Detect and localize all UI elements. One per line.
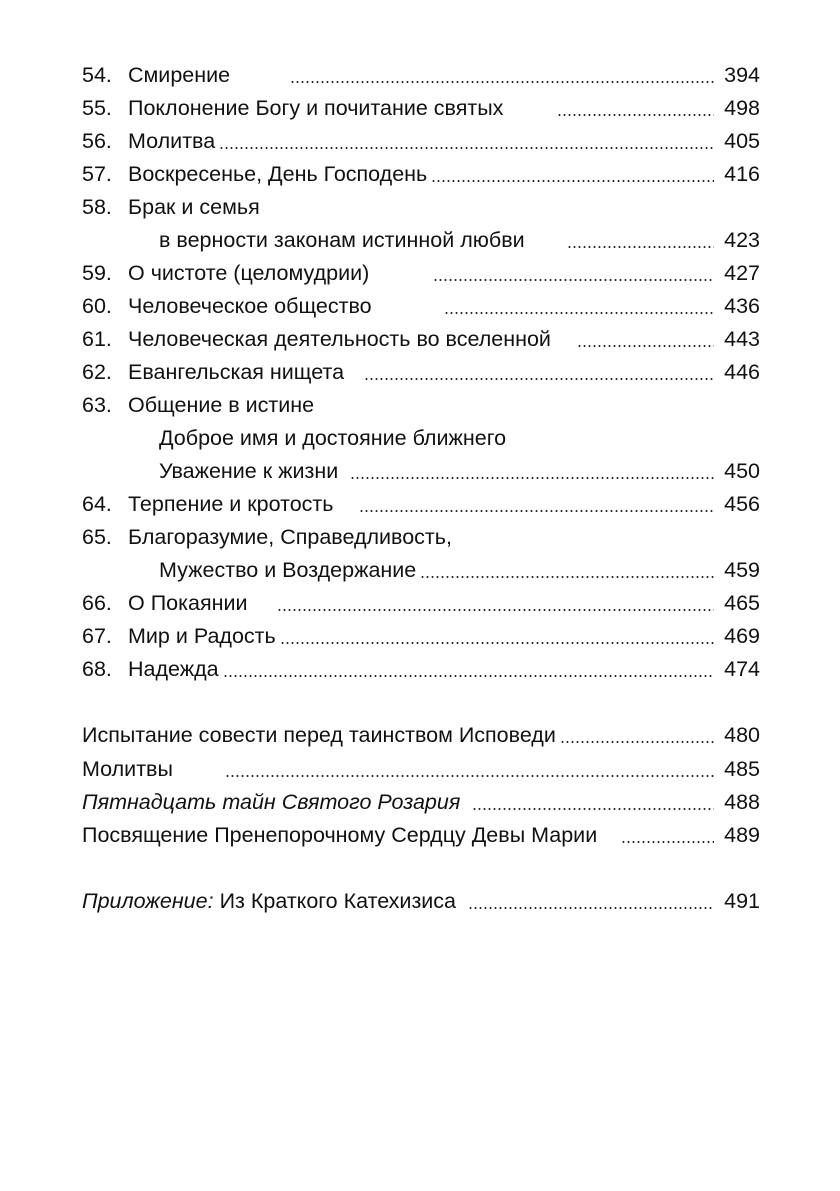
toc-entry-64[interactable]	[82, 488, 760, 520]
toc-entry-65-continued[interactable]	[82, 554, 760, 586]
entry-number: 65.	[82, 525, 112, 549]
toc-entry-54[interactable]	[82, 59, 760, 91]
dot-leader	[577, 323, 714, 355]
toc-entry-67[interactable]	[82, 620, 760, 652]
entry-subtitle: Мужество и Воздержание	[159, 558, 417, 582]
dot-leader	[567, 224, 714, 256]
entry-title: Брак и семья	[128, 195, 260, 219]
page-number: 443	[724, 327, 760, 351]
page-number: 456	[724, 492, 760, 516]
dot-leader	[290, 59, 714, 91]
page-number: 436	[724, 294, 760, 318]
entry-title: Надежда	[128, 657, 219, 681]
toc-entry-consecration[interactable]	[82, 819, 760, 851]
dot-leader	[431, 158, 714, 190]
dot-leader	[277, 587, 714, 619]
dot-leader	[364, 356, 714, 388]
entry-number: 66.	[82, 591, 112, 615]
page-number: 474	[724, 657, 760, 681]
toc-entry-61[interactable]	[82, 323, 760, 355]
entry-number: 55.	[82, 96, 112, 120]
entry-subtitle: Уважение к жизни	[159, 459, 339, 483]
entry-title: Молитвы	[82, 757, 173, 781]
entry-title: Посвящение Пренепорочному Сердцу Девы Марии	[82, 823, 598, 847]
entry-number: 57.	[82, 162, 112, 186]
entry-title: Человеческое общество	[128, 294, 372, 318]
toc-entry-58[interactable]	[82, 191, 760, 223]
entry-title: Поклонение Богу и почитание святых	[128, 96, 504, 120]
entry-title: Смирение	[128, 63, 231, 87]
toc-entry-56[interactable]	[82, 125, 760, 157]
toc-entry-appendix[interactable]	[82, 885, 760, 917]
dot-leader	[225, 753, 714, 785]
entry-title: Мир и Радость	[128, 624, 276, 648]
dot-leader	[359, 488, 714, 520]
entry-number: 60.	[82, 294, 112, 318]
page-number: 488	[724, 790, 760, 814]
entry-title: О Покаянии	[128, 591, 248, 615]
page-number: 485	[724, 757, 760, 781]
dot-leader	[219, 125, 714, 157]
entry-title: Человеческая деятельность во вселенной	[128, 327, 551, 351]
entry-title: Общение в истине	[128, 393, 315, 417]
entry-number: 67.	[82, 624, 112, 648]
page-number: 405	[724, 129, 760, 153]
toc-entry-68[interactable]	[82, 653, 760, 685]
entry-title: Молитва	[128, 129, 216, 153]
page-number: 427	[724, 261, 760, 285]
toc-entry-60[interactable]	[82, 290, 760, 322]
dot-leader	[557, 92, 714, 124]
entry-number: 59.	[82, 261, 112, 285]
dot-leader	[560, 719, 714, 751]
entry-title: О чистоте (целомудрии)	[128, 261, 370, 285]
entry-number: 62.	[82, 360, 112, 384]
toc-entry-59[interactable]	[82, 257, 760, 289]
dot-leader	[433, 257, 714, 289]
page-number: 480	[724, 723, 760, 747]
entry-number: 63.	[82, 393, 112, 417]
entry-number: 58.	[82, 195, 112, 219]
dot-leader	[420, 554, 714, 586]
toc-entry-63-line-2[interactable]	[82, 422, 760, 454]
page-number: 446	[724, 360, 760, 384]
toc-entry-confession[interactable]	[82, 719, 760, 751]
toc-entry-57[interactable]	[82, 158, 760, 190]
toc-entry-rosary[interactable]	[82, 786, 760, 818]
entry-title: Евангельская нищета	[128, 360, 345, 384]
dot-leader	[444, 290, 714, 322]
page-number: 469	[724, 624, 760, 648]
toc-entry-55[interactable]	[82, 92, 760, 124]
page-number: 416	[724, 162, 760, 186]
dot-leader	[223, 653, 714, 685]
toc-entry-65[interactable]	[82, 521, 760, 553]
toc-entry-58-continued[interactable]	[82, 224, 760, 256]
page-number: 491	[724, 889, 760, 913]
entry-number: 61.	[82, 327, 112, 351]
toc-entry-prayers[interactable]	[82, 753, 760, 785]
page-number: 489	[724, 823, 760, 847]
entry-title: Из Краткого Катехизиса	[219, 889, 457, 913]
page-number: 498	[724, 96, 760, 120]
page-number: 394	[724, 63, 760, 87]
entry-title: Благоразумие, Справедливость,	[128, 525, 452, 549]
appendix-label: Приложение:	[82, 889, 214, 913]
dot-leader	[621, 819, 714, 851]
entry-title: Воскресенье, День Господень	[128, 162, 428, 186]
entry-number: 56.	[82, 129, 112, 153]
page-number: 423	[724, 228, 760, 252]
entry-title: Пятнадцать тайн Святого Розария	[82, 790, 461, 814]
entry-title: Испытание совести перед таинством Исповеди	[82, 723, 556, 747]
toc-entry-66[interactable]	[82, 587, 760, 619]
toc-entry-62[interactable]	[82, 356, 760, 388]
page-number: 450	[724, 459, 760, 483]
entry-title: Терпение и кротость	[128, 492, 334, 516]
page-number: 465	[724, 591, 760, 615]
entry-number: 64.	[82, 492, 112, 516]
entry-subtitle: Доброе имя и достояние ближнего	[159, 426, 507, 450]
entry-number: 68.	[82, 657, 112, 681]
dot-leader	[350, 455, 714, 487]
dot-leader	[472, 786, 714, 818]
toc-entry-63[interactable]	[82, 389, 760, 421]
entry-subtitle: в верности законам истинной любви	[159, 228, 525, 252]
toc-entry-63-line-3[interactable]	[82, 455, 760, 487]
dot-leader	[468, 885, 714, 917]
dot-leader	[280, 620, 714, 652]
page-number: 459	[724, 558, 760, 582]
entry-number: 54.	[82, 63, 112, 87]
